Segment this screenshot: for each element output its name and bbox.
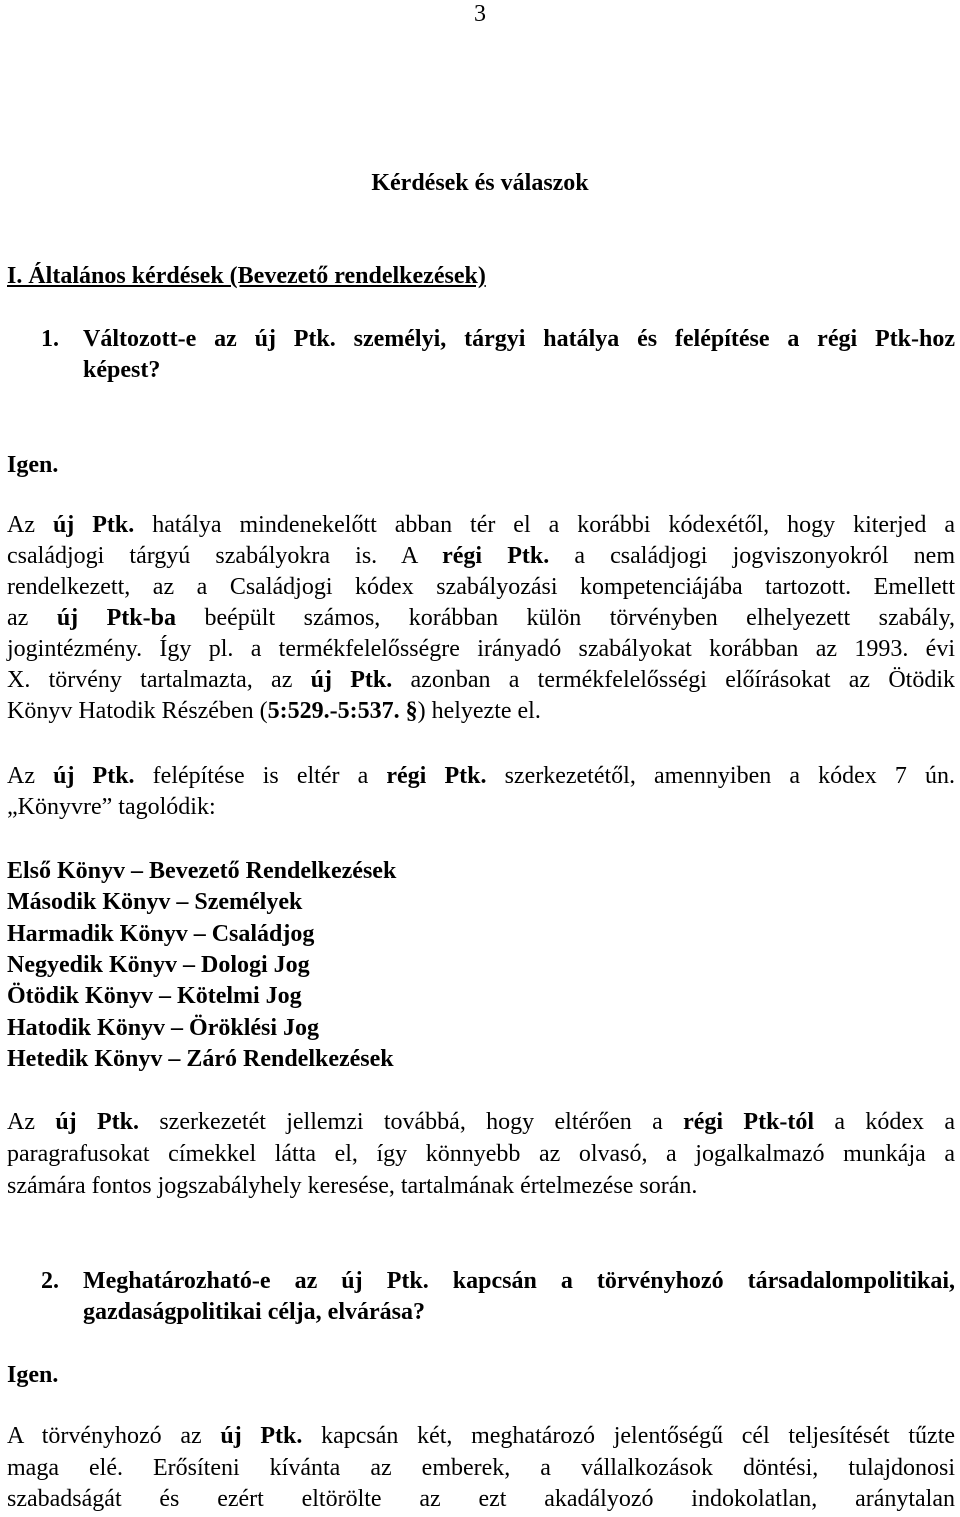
section-heading: I. Általános kérdések (Bevezető rendelkezések) bbox=[7, 263, 486, 289]
p1-l7-text-2: ) helyezte el. bbox=[417, 698, 541, 724]
p1-line-3 bbox=[7, 572, 955, 603]
p2-l1-bold: új Ptk. bbox=[53, 763, 135, 789]
p1-l1-text: Az bbox=[7, 512, 53, 538]
p4-l2-text: maga elé. Erősíteni kívánta az emberek, a vállalkozások döntési, tulajdonosi bbox=[7, 1455, 955, 1481]
p1-l5-text: jogintézmény. Így pl. a termékfelelősségre irányadó szabályokat korábban az 1993. évi bbox=[7, 636, 955, 662]
p1-line-6 bbox=[7, 665, 955, 696]
p1-l7-section-sign: § bbox=[405, 698, 418, 724]
question-1-line-1: Változott-e az új Ptk. személyi, tárgyi hatálya és felépítése a régi Ptk-hoz bbox=[83, 326, 955, 352]
document-title: Kérdések és válaszok bbox=[371, 170, 589, 196]
p1-line-2 bbox=[7, 541, 955, 572]
p4-l1-bold: új Ptk. bbox=[220, 1423, 303, 1449]
question-1-line-2: képest? bbox=[83, 357, 161, 383]
p1-l2-text: családjogi tárgyú szabályokra is. A bbox=[7, 543, 443, 569]
p1-l6-bold: új Ptk. bbox=[310, 667, 393, 693]
p4-l1-text-2: kapcsán két, meghatározó jelentőségű cél teljesítését tűzte bbox=[302, 1423, 956, 1449]
p1-l7-text: Könyv Hatodik Részében ( bbox=[7, 698, 268, 724]
p3-l3-text: számára fontos jogszabályhely keresése, tartalmának értelmezése során. bbox=[7, 1173, 698, 1199]
p1-l2-bold: régi Ptk. bbox=[442, 543, 550, 569]
p1-line-7 bbox=[7, 696, 955, 727]
p3-line-2 bbox=[7, 1139, 955, 1170]
p1-l4-text-2: beépült számos, korábban külön törvényben elhelyezett szabály, bbox=[176, 605, 956, 631]
p1-l6-text-2: azonban a termékfelelősségi előírásokat az Ötödik bbox=[392, 667, 956, 693]
question-2 bbox=[0, 1266, 960, 1328]
p1-line-4 bbox=[7, 603, 955, 634]
p3-l1-text-2: szerkezetét jellemzi továbbá, hogy eltérően a bbox=[139, 1109, 684, 1135]
p1-line-5 bbox=[7, 634, 955, 665]
p1-l4-bold: új Ptk-ba bbox=[56, 605, 176, 631]
p2-l1-text: Az bbox=[7, 763, 54, 789]
p3-l1-text: Az bbox=[7, 1109, 56, 1135]
p4-line-3 bbox=[7, 1484, 955, 1515]
p4-line-1 bbox=[7, 1421, 955, 1452]
p4-line-2 bbox=[7, 1453, 955, 1484]
p1-l7-bold: 5:529.-5:537. bbox=[267, 698, 400, 724]
book-item: Negyedik Könyv – Dologi Jog bbox=[7, 952, 310, 978]
book-item: Harmadik Könyv – Családjog bbox=[7, 921, 315, 947]
p4-l1-text: A törvényhozó az bbox=[7, 1423, 221, 1449]
answer-1: Igen. bbox=[7, 452, 59, 478]
question-1 bbox=[0, 324, 960, 386]
p2-l1-text-2: felépítése is eltér a bbox=[134, 763, 387, 789]
p3-l2-text: paragrafusokat címekkel látta el, így könnyebb az olvasó, a jogalkalmazó munkája a bbox=[7, 1141, 955, 1167]
p1-line-1 bbox=[7, 510, 955, 541]
book-item: Hetedik Könyv – Záró Rendelkezések bbox=[7, 1046, 394, 1072]
p4-l3-text: szabadságát és ezért eltörölte az ezt akadályozó indokolatlan, aránytalan bbox=[7, 1486, 955, 1512]
answer-2: Igen. bbox=[7, 1362, 59, 1388]
p3-l1-bold-2: régi Ptk-tól bbox=[683, 1109, 815, 1135]
p3-l1-bold: új Ptk. bbox=[55, 1109, 139, 1135]
p3-line-3 bbox=[7, 1171, 955, 1202]
question-2-number: 2. bbox=[41, 1268, 59, 1294]
page-number: 3 bbox=[474, 1, 486, 27]
book-item: Első Könyv – Bevezető Rendelkezések bbox=[7, 858, 397, 884]
p1-l6-text: X. törvény tartalmazta, az bbox=[7, 667, 311, 693]
book-item: Hatodik Könyv – Öröklési Jog bbox=[7, 1015, 320, 1041]
p2-l1-text-3: szerkezetétől, amennyiben a kódex 7 ún. bbox=[486, 763, 955, 789]
p2-line-1 bbox=[7, 761, 955, 792]
p1-l1-bold: új Ptk. bbox=[52, 512, 135, 538]
p2-l1-bold-2: régi Ptk. bbox=[386, 763, 487, 789]
p1-l4-text: az bbox=[7, 605, 57, 631]
p1-l3-text: rendelkezett, az a Családjogi kódex szabályozási kompetenciájába tartozott. Emellett bbox=[7, 574, 955, 600]
question-2-line-2: gazdaságpolitikai célja, elvárása? bbox=[83, 1299, 425, 1325]
book-item: Ötödik Könyv – Kötelmi Jog bbox=[7, 983, 302, 1009]
p3-l1-text-3: a kódex a bbox=[814, 1109, 956, 1135]
p3-line-1 bbox=[7, 1107, 955, 1138]
question-1-number: 1. bbox=[41, 326, 59, 352]
p2-l2-text: „Könyvre” tagolódik: bbox=[7, 794, 216, 820]
p2-line-2 bbox=[7, 792, 955, 823]
p1-l2-text-2: a családjogi jogviszonyokról nem bbox=[549, 543, 956, 569]
p1-l1-text-2: hatálya mindenekelőtt abban tér el a korábbi kódexétől, hogy kiterjed a bbox=[134, 512, 955, 538]
book-item: Második Könyv – Személyek bbox=[7, 889, 303, 915]
question-2-line-1: Meghatározható-e az új Ptk. kapcsán a törvényhozó társadalompolitikai, bbox=[83, 1268, 955, 1294]
